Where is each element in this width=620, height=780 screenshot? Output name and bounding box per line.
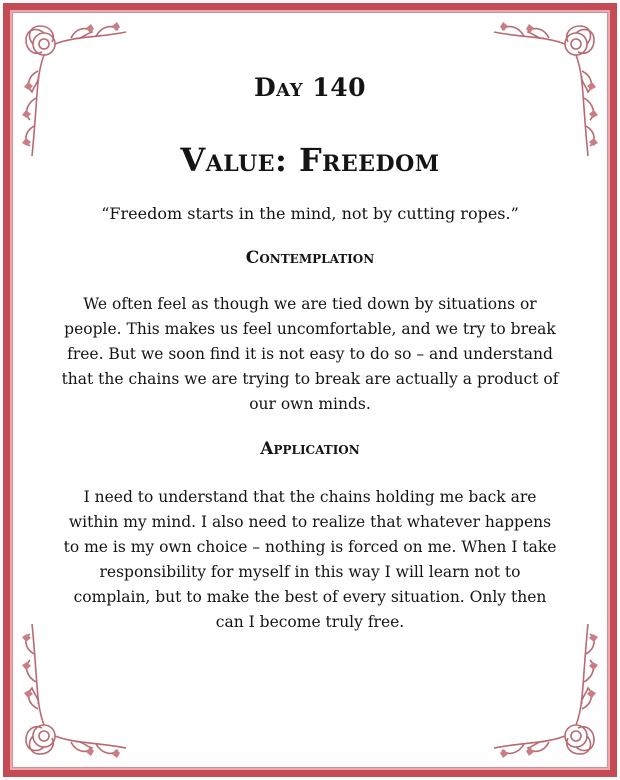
contemplation-heading: Contemplation <box>245 248 375 268</box>
page-content <box>60 70 560 635</box>
quote: “Freedom starts in the mind, not by cutting ropes.” <box>101 204 519 223</box>
application-heading: Application <box>260 439 360 459</box>
day-number: Day 140 <box>254 73 366 102</box>
value-title: Value: Freedom <box>180 141 440 179</box>
corner-ornament-icon <box>486 614 604 764</box>
application-text: I need to understand that the chains holding me back are within my mind. I also need to realize that whatever happens to me is my own choice – nothing is forced on me. When I take responsibility for myself in this way I will learn not to complain, but to make the best of every situation. Only then can I become truly free. <box>63 488 557 631</box>
corner-ornament-icon <box>16 614 134 764</box>
contemplation-text: We often feel as though we are tied down by situations or people. This makes us feel uncomfortable, and we try to break free. But we soon find it is not easy to do so – and understand that the chains we are trying to break are actually a product of our own minds. <box>61 295 559 413</box>
